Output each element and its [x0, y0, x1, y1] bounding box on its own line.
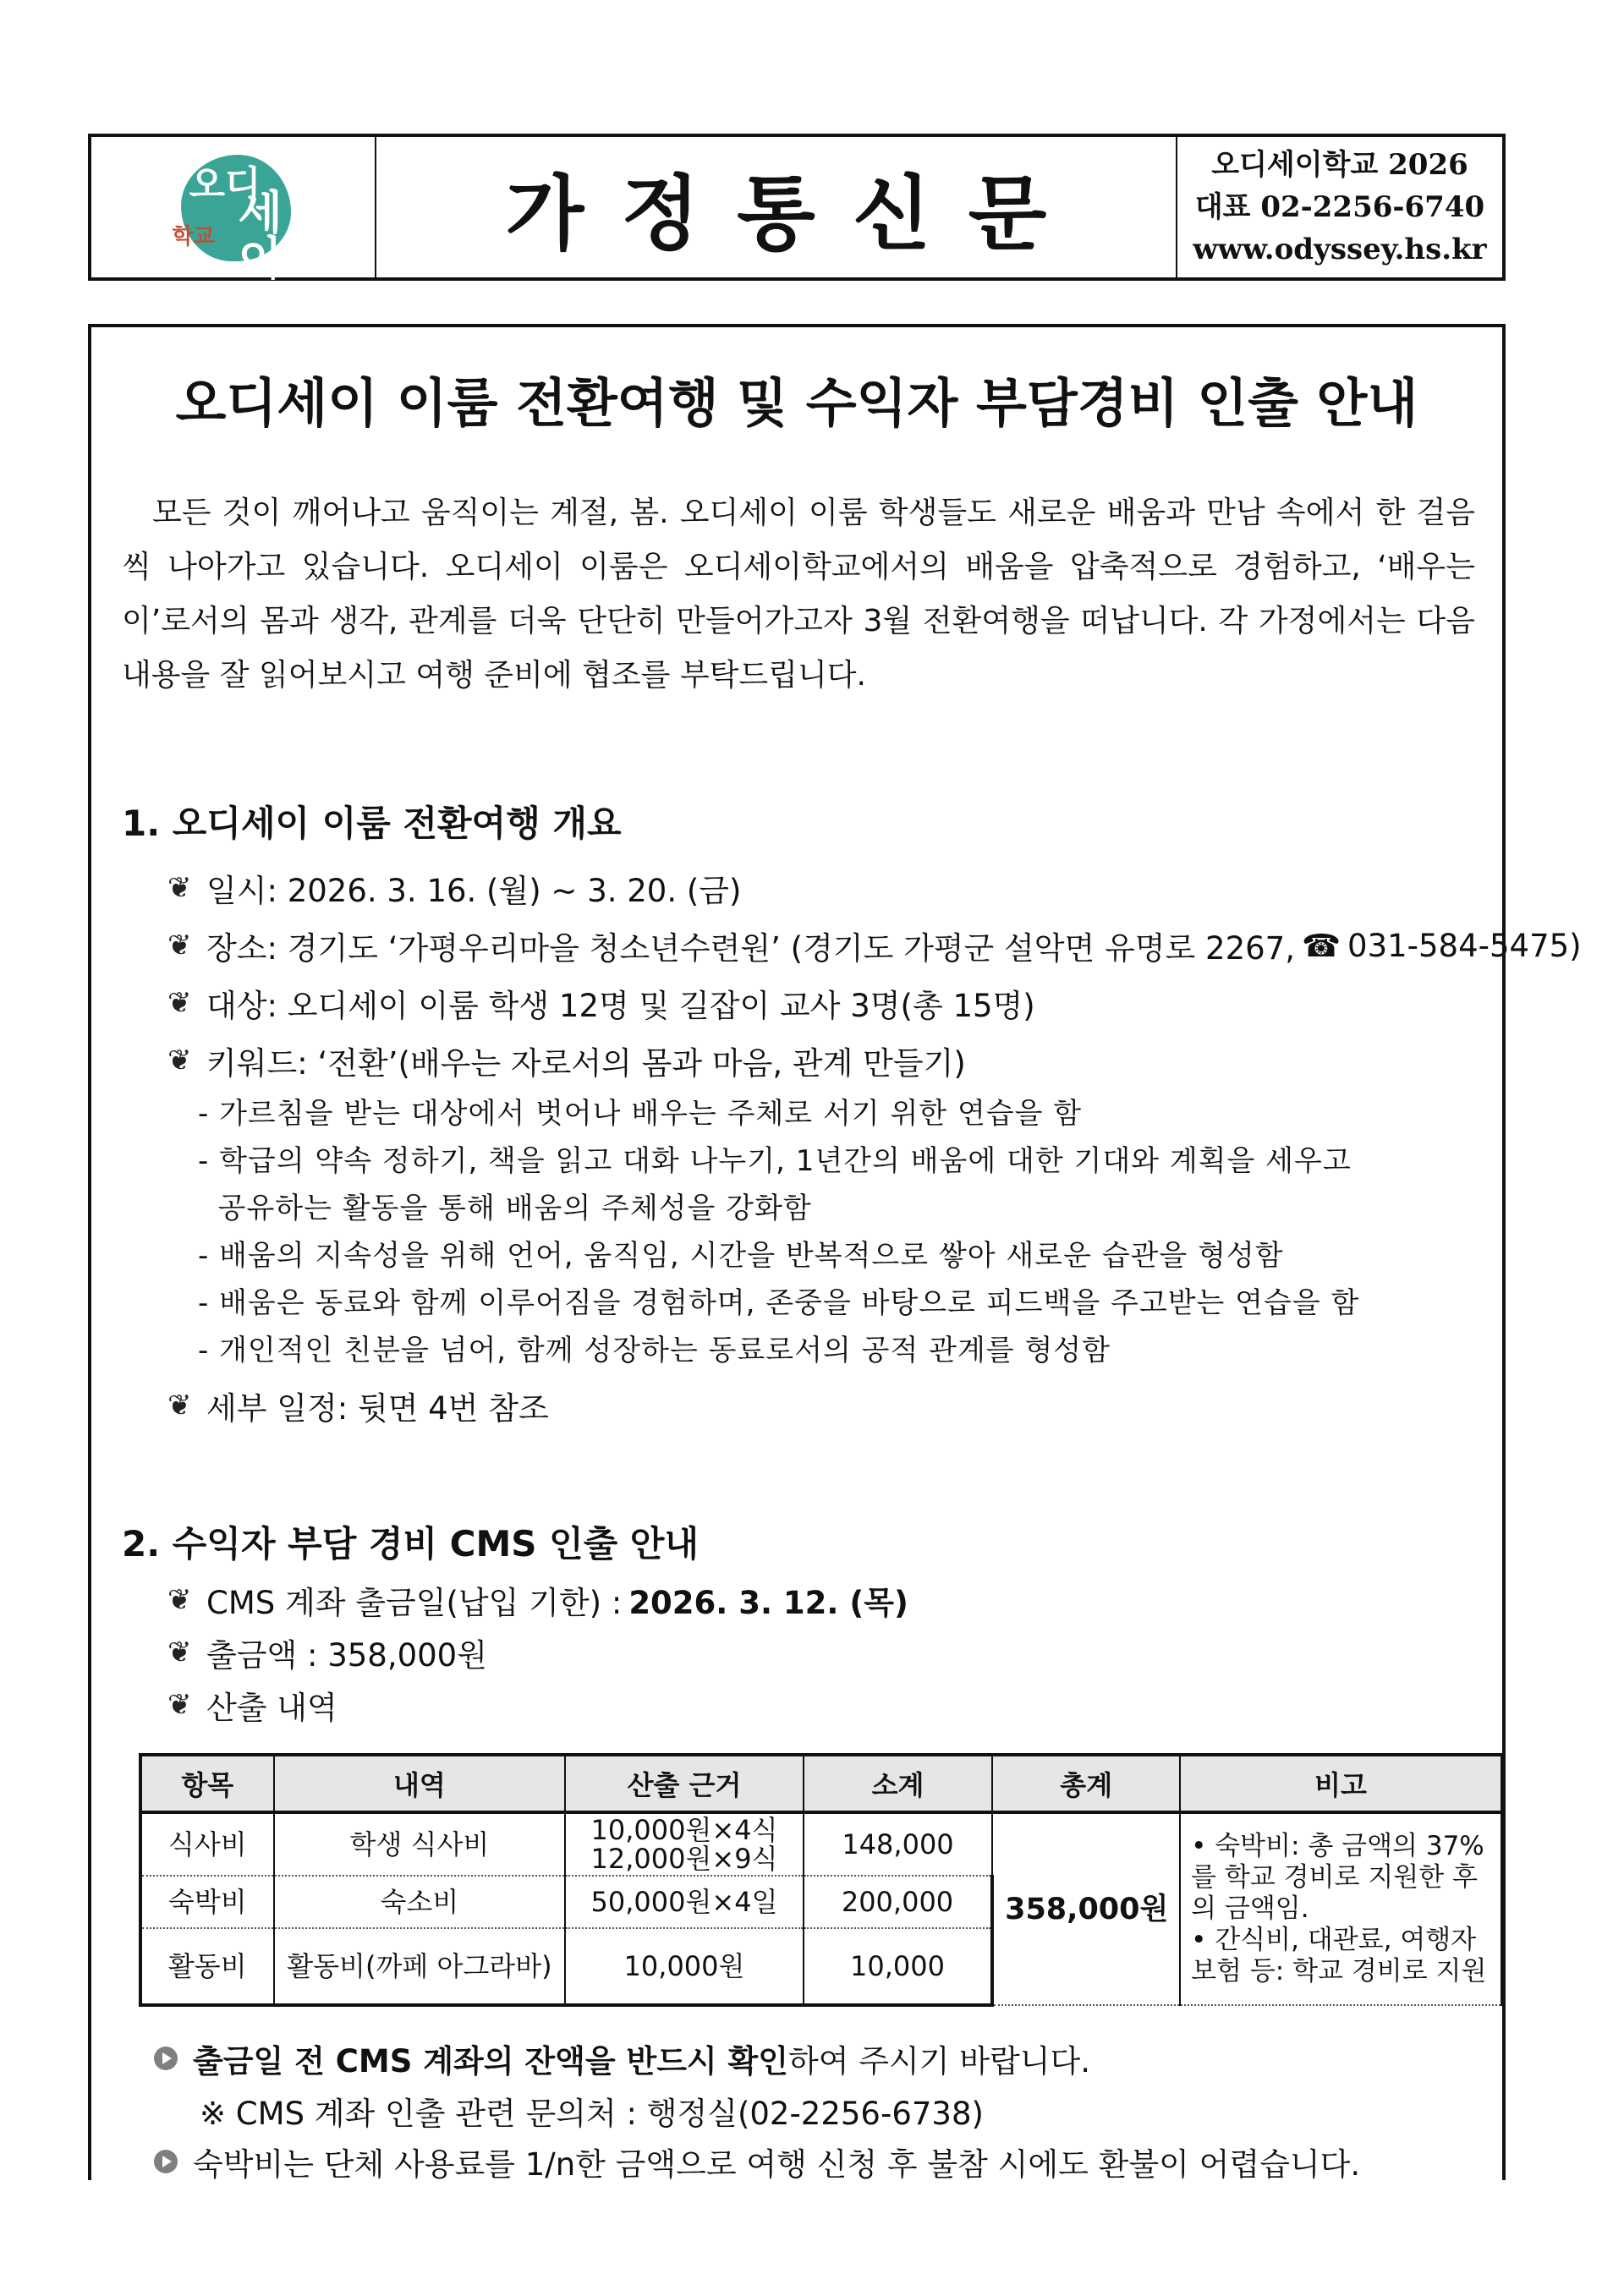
leaf-icon: ❦ — [167, 871, 192, 905]
phone-icon: ☎ — [1301, 927, 1341, 964]
cms-date-value: 2026. 3. 12. (목) — [628, 1585, 908, 1621]
header-cell-total: 총계 — [992, 1755, 1180, 1812]
cell-item: 활동비 — [140, 1928, 274, 2005]
keyword-sub-item: - 개인적인 친분을 넘어, 함께 성장하는 동료로서의 공적 관계를 형성함 — [198, 1334, 1111, 1367]
place-phone: 031-584-5475) — [1347, 927, 1582, 964]
list-item-keyword — [167, 1038, 966, 1083]
contact-note: ※ CMS 계좌 인출 관련 문의처 : 행정실(02-2256-6738) — [200, 2096, 984, 2132]
keyword-sub-item: - 배움은 동료와 함께 이루어짐을 경험하며, 존중을 바탕으로 피드백을 주고받는 연습을 함 — [198, 1286, 1360, 1320]
header-cell-subtotal: 소계 — [804, 1755, 993, 1812]
title-cell — [376, 137, 1177, 277]
cell-subtotal: 10,000 — [804, 1928, 993, 2005]
school-phone: 대표 02-2256-6740 — [1194, 190, 1485, 224]
cell-detail: 학생 식사비 — [274, 1812, 566, 1876]
header-cell-basis: 산출 근거 — [565, 1755, 803, 1812]
table-row — [140, 1812, 1502, 1876]
basis-line: 12,000원×9식 — [590, 1843, 778, 1875]
letterhead — [88, 134, 1506, 285]
leaf-icon: ❦ — [167, 929, 192, 962]
list-item-cms-date — [167, 1577, 908, 1623]
cell-subtotal: 200,000 — [804, 1876, 993, 1928]
cell-item: 숙박비 — [140, 1876, 274, 1928]
cell-basis: 10,000원 — [565, 1928, 803, 2005]
notice-refund — [154, 2139, 1360, 2184]
note-line: • 숙박비: 총 금액의 37%를 학교 경비로 지원한 후의 금액임. — [1191, 1831, 1484, 1924]
keyword-sub-item: 공유하는 활동을 통해 배움의 주체성을 강화함 — [198, 1192, 812, 1225]
place-text: 장소: 경기도 ‘가평우리마을 청소년수련원’ (경기도 가평군 설악면 유명로 2267, — [206, 930, 1295, 967]
notice-balance-rest: 하여 주시기 바랍니다. — [788, 2043, 1091, 2080]
page-title: 가정통신문 — [505, 166, 1084, 261]
leaf-icon: ❦ — [167, 1688, 192, 1722]
keyword-sub-item: - 학급의 약속 정하기, 책을 읽고 대화 나누기, 1년간의 배움에 대한 기대와 계획을 세우고 — [198, 1144, 1352, 1178]
list-item-breakdown — [167, 1682, 337, 1728]
section-1-heading: 1. 오디세이 이룸 전환여행 개요 — [122, 803, 622, 844]
cell-detail: 활동비(까페 아그라바) — [274, 1928, 566, 2005]
list-item-amount — [167, 1630, 487, 1675]
logo-cell — [91, 137, 376, 285]
content-box — [88, 324, 1582, 2183]
notice-refund-text: 숙박비는 단체 사용료를 1/n한 금액으로 여행 신청 후 불참 시에도 환불이 어렵습니다. — [193, 2146, 1361, 2183]
logo-text-small: 학교 — [172, 224, 215, 249]
list-item-target — [167, 980, 1035, 1026]
cell-subtotal: 148,000 — [804, 1812, 993, 1876]
leaf-icon: ❦ — [167, 1583, 192, 1617]
leaf-icon: ❦ — [167, 986, 192, 1020]
school-name: 오디세이학교 2026 — [1211, 148, 1468, 182]
header-cell-item: 항목 — [140, 1755, 274, 1812]
logo-text-top: 오디 — [189, 163, 261, 206]
notice-balance-bold: 출금일 전 CMS 계좌의 잔액을 반드시 확인 — [193, 2043, 789, 2080]
cell-item: 식사비 — [140, 1812, 274, 1876]
cell-detail: 숙소비 — [274, 1876, 566, 1928]
cms-date-label: CMS 계좌 출금일(납입 기한) : — [206, 1585, 623, 1621]
keyword-sub-item: - 가르침을 받는 대상에서 벗어나 배우는 주체로 서기 위한 연습을 함 — [198, 1097, 1083, 1131]
cell-basis: 50,000원×4일 — [565, 1876, 803, 1928]
list-item-date — [167, 865, 741, 911]
header-cell-detail: 내역 — [274, 1755, 566, 1812]
list-item-place — [167, 923, 1582, 968]
document-title: 오디세이 이룸 전환여행 및 수익자 부담경비 인출 안내 — [175, 372, 1418, 434]
school-website: www.odyssey.hs.kr — [1193, 233, 1487, 266]
leaf-icon: ❦ — [167, 1636, 192, 1669]
table-header-row — [140, 1755, 1502, 1812]
notice-balance — [154, 2036, 1090, 2081]
schedule-text: 세부 일정: 뒷면 4번 참조 — [206, 1390, 549, 1427]
breakdown-text: 산출 내역 — [206, 1690, 337, 1726]
leaf-icon: ❦ — [167, 1044, 192, 1077]
intro-paragraph: 모든 것이 깨어나고 움직이는 계절, 봄. 오디세이 이룸 학생들도 새로운 배움과 만남 속에서 한 걸음씩 나아가고 있습니다. 오디세이 이룸은 오디세이학교에서의 배움을 압축적으로 경험하고, ‘배우는 이’로서의 몸과 생각, 관계를 더욱 단단히 만들어가고자 3월 전환여행을 떠납니다. 각 가정에서는 다음 내용을 잘 읽어보시고 여행 준비에 협조를 부탁드립니다. — [122, 496, 1475, 693]
cell-total: 358,000원 — [992, 1812, 1180, 2005]
keyword-sub-item: - 배움의 지속성을 위해 언어, 움직임, 시간을 반복적으로 쌓아 새로운 습관을 형성함 — [198, 1239, 1284, 1273]
note-line: • 간식비, 대관료, 여행자보험 등: 학교 경비로 지원 — [1191, 1925, 1487, 1986]
date-text: 일시: 2026. 3. 16. (월) ~ 3. 20. (금) — [206, 873, 742, 909]
target-text: 대상: 오디세이 이룸 학생 12명 및 길잡이 교사 3명(총 15명) — [206, 988, 1035, 1024]
leaf-icon: ❦ — [167, 1389, 192, 1422]
amount-text: 출금액 : 358,000원 — [206, 1637, 487, 1674]
school-info — [1177, 137, 1502, 277]
circle-arrow-icon — [154, 2150, 178, 2173]
school-logo — [166, 148, 301, 285]
cell-note — [1180, 1812, 1502, 2005]
circle-arrow-icon — [154, 2047, 178, 2070]
section-2-heading: 2. 수익자 부담 경비 CMS 인출 안내 — [122, 1523, 700, 1564]
list-item-schedule — [167, 1383, 549, 1428]
cost-table — [139, 1753, 1504, 2007]
logo-text-right: 세이 — [238, 186, 283, 285]
header-cell-note: 비고 — [1180, 1755, 1502, 1812]
cell-basis — [565, 1812, 803, 1876]
keyword-text: 키워드: ‘전환’(배우는 자로서의 몸과 마음, 관계 만들기) — [206, 1045, 966, 1082]
basis-line: 10,000원×4식 — [590, 1814, 778, 1846]
